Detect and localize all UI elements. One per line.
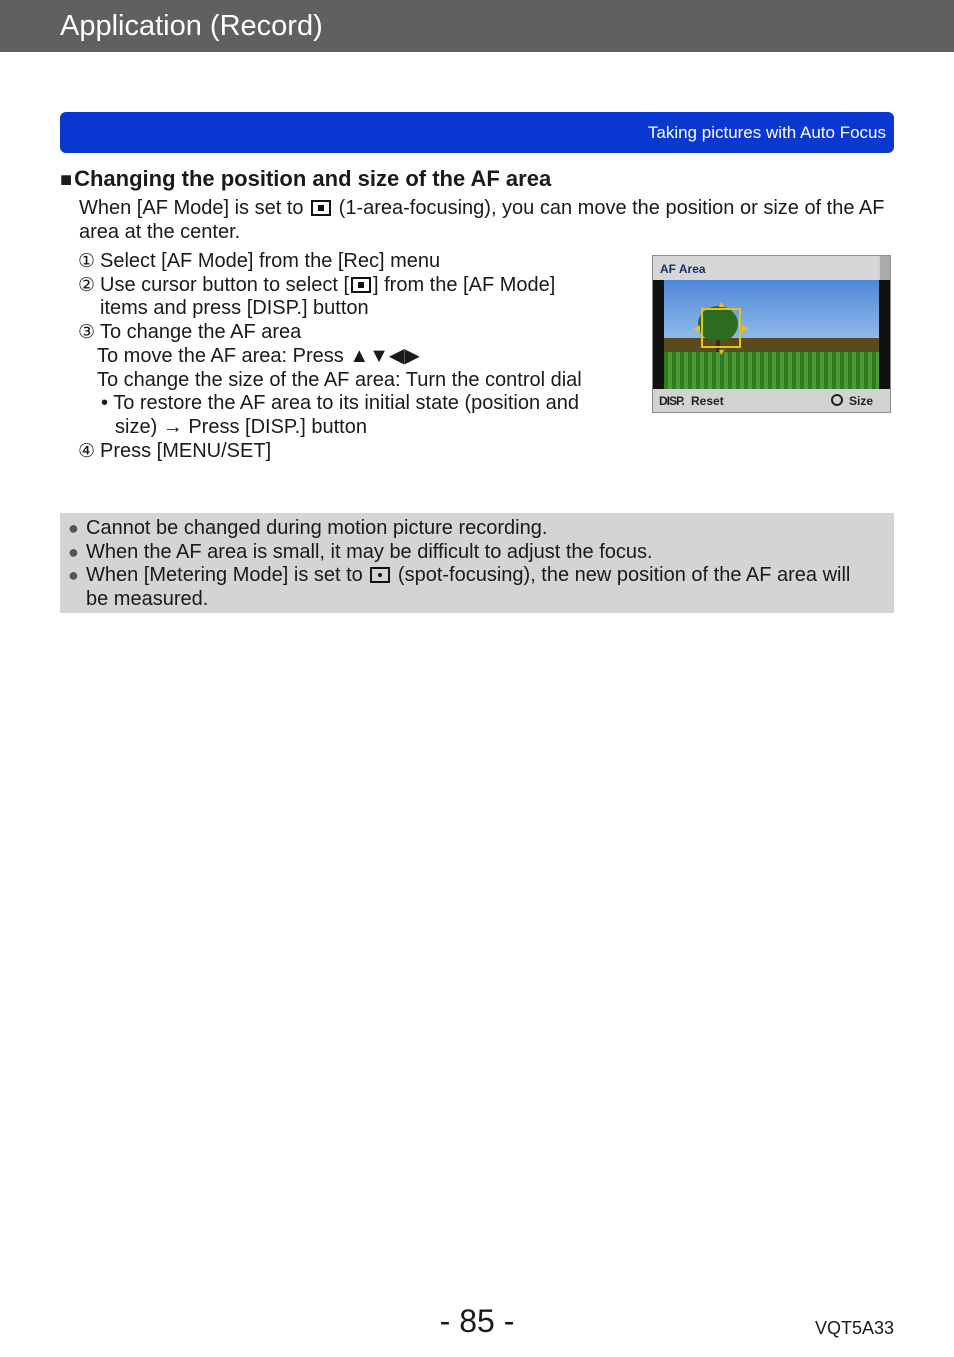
- bullet-dot-icon: ●: [68, 541, 79, 562]
- control-dial-icon: [831, 394, 843, 406]
- af-arrow-down-icon: ▼: [717, 347, 726, 357]
- spot-metering-icon: [370, 567, 390, 583]
- page-title: Application (Record): [60, 10, 323, 42]
- note-2-text: When the AF area is small, it may be difficult to adjust the focus.: [86, 540, 653, 563]
- reset-label: Reset: [691, 394, 724, 408]
- step-2-text-b: ] from the [AF Mode]: [373, 273, 556, 296]
- step-3-move: [78, 345, 638, 369]
- note-3-text-b: (spot-focusing), the new position of the AF area will be measured.: [86, 564, 851, 610]
- document-code: VQT5A33: [814, 1318, 894, 1338]
- notes-box: [60, 513, 894, 613]
- screen-bottom-bar: [653, 389, 890, 412]
- note-item: [68, 517, 878, 541]
- step-1-text: Select [AF Mode] from the [Rec] menu: [100, 250, 441, 272]
- screen-left-border: [653, 280, 664, 389]
- step-1-number: ①: [78, 251, 96, 272]
- bullet-dot-icon: ●: [68, 565, 79, 585]
- step-4-text: Press [MENU/SET]: [100, 439, 272, 462]
- one-area-focusing-icon: [351, 277, 371, 293]
- one-area-focusing-icon: [311, 200, 331, 216]
- notes-list: [68, 517, 878, 611]
- step-2-number: ②: [78, 274, 96, 296]
- disp-label: DISP.: [659, 394, 684, 408]
- note-1-text: Cannot be changed during motion picture recording.: [86, 517, 548, 539]
- section-heading-text: Changing the position and size of the AF area: [74, 166, 552, 191]
- heading-square-marker: ■: [60, 169, 73, 191]
- screen-right-border: [879, 280, 890, 389]
- bullet-dot-icon: ●: [68, 518, 79, 538]
- af-arrow-up-icon: ▲: [717, 299, 726, 309]
- size-label: Size: [849, 394, 874, 408]
- camera-screen-illustration: [652, 255, 891, 413]
- step-3-size: To change the size of the AF area: Turn the control dial: [97, 368, 582, 391]
- af-arrow-right-icon: ▶: [742, 323, 749, 333]
- step-1: [78, 250, 638, 274]
- af-arrow-left-icon: ◀: [693, 323, 700, 333]
- section-heading: [60, 167, 551, 191]
- section-bar: [60, 112, 894, 153]
- step-3: [78, 321, 638, 345]
- cursor-arrows-icon: ▲▼◀▶: [349, 344, 420, 367]
- header-bar: [0, 0, 954, 52]
- step-3-restore-note-cont: size) → Press [DISP.] button: [115, 415, 367, 438]
- step-3-number: ③: [78, 322, 96, 344]
- section-bar-label: Taking pictures with Auto Focus: [647, 123, 886, 142]
- intro-paragraph: [79, 197, 899, 244]
- intro-text-a: When [AF Mode] is set to: [79, 197, 304, 219]
- note-item: [68, 564, 878, 611]
- step-3-restore-note: • To restore the AF area to its initial state (position and: [101, 392, 579, 415]
- steps-list: [78, 250, 638, 463]
- page-number: - 85 -: [439, 1303, 515, 1339]
- step-2: [78, 274, 638, 298]
- step-4-number: ④: [78, 440, 96, 462]
- step-2-continuation: items and press [DISP.] button: [100, 297, 369, 320]
- step-3-move-text: To move the AF area: Press: [97, 344, 344, 367]
- screen-af-area-label: AF Area: [660, 262, 706, 276]
- intro-text-b: (1-area-focusing), you can move the position or size of the AF area at the center.: [79, 197, 885, 243]
- step-3-text: To change the AF area: [100, 321, 302, 344]
- note-item: [68, 541, 878, 565]
- note-3-text-a: When [Metering Mode] is set to: [86, 564, 363, 586]
- screen-field: [664, 352, 879, 389]
- step-4: [78, 440, 638, 464]
- af-frame: [701, 308, 741, 348]
- step-2-text-a: Use cursor button to select [: [100, 273, 350, 296]
